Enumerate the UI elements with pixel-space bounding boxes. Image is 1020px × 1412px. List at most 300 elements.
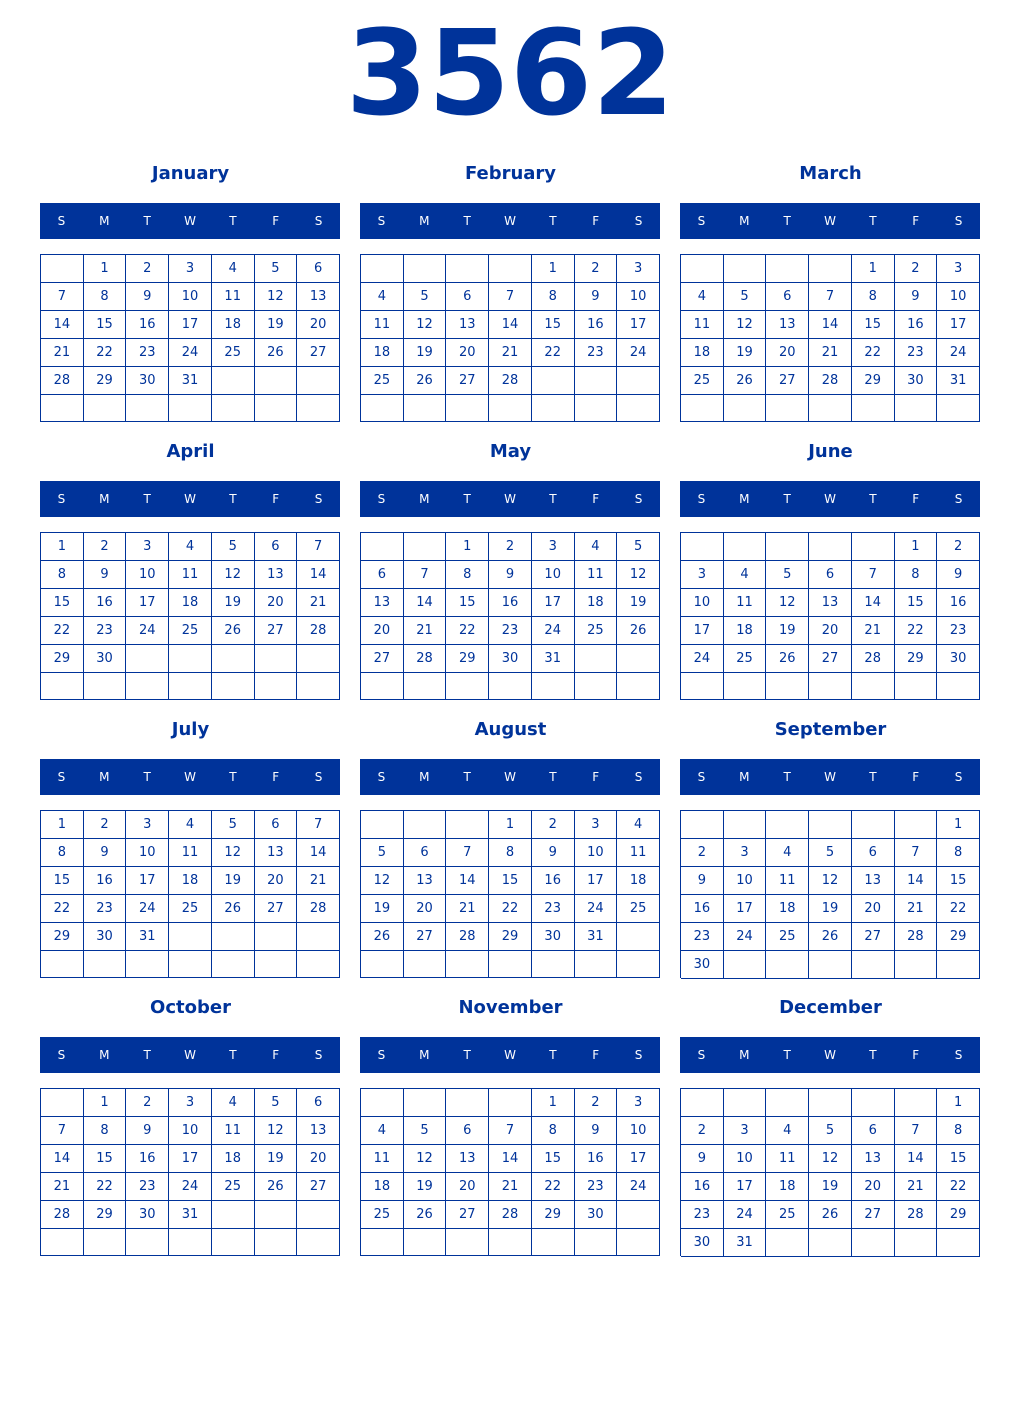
month-may	[360, 440, 661, 702]
day-cell: 31	[724, 1229, 767, 1257]
day-cell: 24	[617, 339, 660, 367]
day-cell: 25	[766, 923, 809, 951]
day-cell: 18	[212, 1145, 255, 1173]
empty-day-cell	[446, 255, 489, 283]
day-cell: 13	[852, 1145, 895, 1173]
day-cell: 16	[681, 1173, 724, 1201]
empty-day-cell	[809, 533, 852, 561]
day-cell: 21	[489, 1173, 532, 1201]
day-cell: 11	[361, 311, 404, 339]
weekday-label: W	[824, 770, 836, 784]
day-cell: 27	[766, 367, 809, 395]
day-cell: 4	[766, 839, 809, 867]
empty-day-cell	[446, 1229, 489, 1256]
weekday-label: S	[57, 1048, 66, 1062]
empty-day-cell	[446, 673, 489, 700]
day-cell: 14	[41, 1145, 84, 1173]
day-cell: 19	[809, 895, 852, 923]
weekday-label: F	[592, 214, 600, 228]
day-cell: 11	[617, 839, 660, 867]
day-cell: 12	[809, 1145, 852, 1173]
empty-day-cell	[724, 673, 767, 700]
empty-day-cell	[446, 811, 489, 839]
day-cell: 31	[169, 1201, 212, 1229]
day-cell: 8	[532, 283, 575, 311]
day-cell: 20	[297, 1145, 340, 1173]
day-cell: 22	[489, 895, 532, 923]
empty-day-cell	[255, 1201, 298, 1229]
weekday-label: S	[634, 770, 643, 784]
month-february	[360, 162, 661, 424]
weekday-label: T	[143, 770, 151, 784]
empty-day-cell	[766, 951, 809, 979]
month-name: October	[150, 997, 231, 1018]
empty-day-cell	[361, 255, 404, 283]
day-cell: 8	[84, 283, 127, 311]
weekday-header	[40, 481, 340, 517]
day-cell: 30	[126, 367, 169, 395]
day-cell: 27	[297, 339, 340, 367]
day-cell: 15	[895, 589, 938, 617]
day-cell: 15	[532, 1145, 575, 1173]
day-cell: 22	[41, 895, 84, 923]
day-cell: 23	[126, 1173, 169, 1201]
day-cell: 26	[404, 1201, 447, 1229]
day-cell: 21	[852, 617, 895, 645]
day-cell: 4	[212, 1089, 255, 1117]
day-cell: 28	[489, 367, 532, 395]
empty-day-cell	[169, 645, 212, 673]
weekday-label: S	[314, 492, 323, 506]
day-cell: 24	[126, 617, 169, 645]
day-cell: 17	[126, 589, 169, 617]
day-cell: 12	[617, 561, 660, 589]
day-cell: 13	[255, 561, 298, 589]
day-cell: 13	[766, 311, 809, 339]
empty-day-cell	[617, 367, 660, 395]
empty-day-cell	[126, 395, 169, 422]
weekday-label: F	[912, 770, 920, 784]
empty-day-cell	[532, 367, 575, 395]
empty-day-cell	[404, 533, 447, 561]
day-cell: 19	[255, 1145, 298, 1173]
weekday-label: M	[739, 1048, 750, 1062]
empty-day-cell	[255, 367, 298, 395]
day-cell: 25	[681, 367, 724, 395]
day-cell: 1	[84, 255, 127, 283]
month-name: January	[151, 163, 230, 184]
empty-day-cell	[766, 533, 809, 561]
empty-day-cell	[489, 951, 532, 978]
empty-day-cell	[809, 673, 852, 700]
day-cell: 24	[937, 339, 980, 367]
empty-day-cell	[212, 367, 255, 395]
empty-day-cell	[617, 395, 660, 422]
day-cell: 28	[852, 645, 895, 673]
day-cell: 2	[532, 811, 575, 839]
weekday-label: S	[634, 1048, 643, 1062]
day-cell: 30	[84, 645, 127, 673]
day-cell: 2	[937, 533, 980, 561]
empty-day-cell	[297, 1201, 340, 1229]
day-cell: 7	[297, 533, 340, 561]
day-cell: 18	[766, 895, 809, 923]
day-cell: 6	[446, 1117, 489, 1145]
day-cell: 9	[126, 283, 169, 311]
empty-day-cell	[532, 1229, 575, 1256]
day-cell: 10	[532, 561, 575, 589]
empty-day-cell	[895, 811, 938, 839]
day-cell: 25	[212, 1173, 255, 1201]
day-cell: 22	[937, 895, 980, 923]
weekday-label: F	[272, 492, 280, 506]
weekday-label: T	[229, 492, 237, 506]
day-cell: 21	[41, 339, 84, 367]
day-cell: 5	[255, 255, 298, 283]
weekday-label: W	[504, 214, 516, 228]
empty-day-cell	[617, 645, 660, 673]
empty-day-cell	[212, 951, 255, 978]
empty-day-cell	[126, 951, 169, 978]
month-july	[40, 718, 341, 980]
weekday-label: T	[229, 1048, 237, 1062]
weekday-header	[680, 1037, 980, 1073]
empty-day-cell	[766, 395, 809, 422]
empty-day-cell	[617, 1229, 660, 1256]
weekday-label: F	[592, 492, 600, 506]
day-cell: 7	[809, 283, 852, 311]
day-cell: 14	[446, 867, 489, 895]
day-cell: 17	[532, 589, 575, 617]
day-cell: 3	[724, 1117, 767, 1145]
empty-day-cell	[895, 951, 938, 979]
day-cell: 11	[169, 561, 212, 589]
day-cell: 9	[575, 1117, 618, 1145]
weekday-label: T	[783, 214, 791, 228]
weekday-header	[40, 759, 340, 795]
weekday-label: T	[869, 770, 877, 784]
weekday-label: F	[592, 1048, 600, 1062]
day-cell: 26	[404, 367, 447, 395]
month-march	[680, 162, 981, 424]
day-cell: 22	[41, 617, 84, 645]
day-cell: 21	[895, 895, 938, 923]
day-cell: 25	[766, 1201, 809, 1229]
day-cell: 2	[489, 533, 532, 561]
day-cell: 26	[255, 1173, 298, 1201]
empty-day-cell	[809, 811, 852, 839]
day-cell: 4	[212, 255, 255, 283]
weekday-label: W	[824, 1048, 836, 1062]
day-cell: 14	[41, 311, 84, 339]
weekday-label: S	[57, 770, 66, 784]
empty-day-cell	[255, 951, 298, 978]
day-cell: 16	[895, 311, 938, 339]
day-cell: 8	[41, 561, 84, 589]
weekday-header	[360, 1037, 660, 1073]
day-cell: 16	[126, 1145, 169, 1173]
empty-day-cell	[489, 673, 532, 700]
day-cell: 10	[575, 839, 618, 867]
empty-day-cell	[937, 673, 980, 700]
day-grid	[40, 532, 340, 700]
day-cell: 4	[575, 533, 618, 561]
day-cell: 20	[766, 339, 809, 367]
day-cell: 13	[809, 589, 852, 617]
day-cell: 22	[84, 1173, 127, 1201]
empty-day-cell	[361, 673, 404, 700]
day-cell: 19	[212, 867, 255, 895]
empty-day-cell	[361, 951, 404, 978]
day-cell: 11	[766, 867, 809, 895]
day-cell: 14	[297, 561, 340, 589]
empty-day-cell	[361, 1229, 404, 1256]
day-cell: 29	[489, 923, 532, 951]
day-grid	[360, 1088, 660, 1256]
weekday-label: W	[824, 214, 836, 228]
day-cell: 7	[404, 561, 447, 589]
empty-day-cell	[84, 673, 127, 700]
day-cell: 10	[724, 1145, 767, 1173]
weekday-label: W	[184, 770, 196, 784]
day-cell: 16	[575, 311, 618, 339]
day-cell: 22	[532, 339, 575, 367]
weekday-label: T	[869, 214, 877, 228]
day-cell: 7	[446, 839, 489, 867]
day-cell: 20	[361, 617, 404, 645]
empty-day-cell	[575, 951, 618, 978]
day-cell: 16	[532, 867, 575, 895]
empty-day-cell	[809, 255, 852, 283]
day-cell: 19	[766, 617, 809, 645]
day-cell: 6	[446, 283, 489, 311]
day-cell: 13	[361, 589, 404, 617]
day-cell: 3	[617, 255, 660, 283]
weekday-label: T	[229, 214, 237, 228]
day-cell: 6	[297, 1089, 340, 1117]
day-cell: 20	[852, 895, 895, 923]
day-cell: 5	[255, 1089, 298, 1117]
empty-day-cell	[84, 395, 127, 422]
empty-day-cell	[297, 367, 340, 395]
month-june	[680, 440, 981, 702]
empty-day-cell	[809, 1089, 852, 1117]
day-cell: 8	[937, 1117, 980, 1145]
empty-day-cell	[617, 923, 660, 951]
day-cell: 9	[681, 1145, 724, 1173]
day-cell: 3	[575, 811, 618, 839]
day-cell: 21	[895, 1173, 938, 1201]
day-cell: 13	[446, 311, 489, 339]
day-grid	[40, 1088, 340, 1256]
day-cell: 17	[724, 1173, 767, 1201]
day-cell: 6	[766, 283, 809, 311]
empty-day-cell	[126, 645, 169, 673]
day-grid	[360, 810, 660, 978]
weekday-header	[360, 759, 660, 795]
weekday-header	[680, 759, 980, 795]
month-august	[360, 718, 661, 980]
weekday-label: S	[314, 214, 323, 228]
day-cell: 12	[404, 311, 447, 339]
day-cell: 19	[212, 589, 255, 617]
weekday-label: M	[739, 492, 750, 506]
weekday-label: T	[783, 770, 791, 784]
weekday-header	[360, 481, 660, 517]
empty-day-cell	[169, 923, 212, 951]
empty-day-cell	[681, 673, 724, 700]
day-cell: 25	[617, 895, 660, 923]
day-cell: 19	[404, 1173, 447, 1201]
day-cell: 27	[446, 1201, 489, 1229]
day-cell: 28	[895, 923, 938, 951]
empty-day-cell	[681, 1089, 724, 1117]
day-cell: 9	[575, 283, 618, 311]
weekday-label: M	[99, 1048, 110, 1062]
weekday-label: S	[377, 214, 386, 228]
empty-day-cell	[169, 1229, 212, 1256]
weekday-label: S	[954, 214, 963, 228]
day-cell: 5	[809, 839, 852, 867]
month-name: December	[779, 997, 882, 1018]
weekday-label: S	[697, 492, 706, 506]
day-cell: 20	[255, 589, 298, 617]
day-cell: 9	[895, 283, 938, 311]
day-cell: 7	[489, 283, 532, 311]
day-cell: 26	[255, 339, 298, 367]
day-cell: 29	[84, 1201, 127, 1229]
day-cell: 5	[361, 839, 404, 867]
empty-day-cell	[809, 951, 852, 979]
day-cell: 18	[361, 339, 404, 367]
empty-day-cell	[852, 951, 895, 979]
day-cell: 5	[404, 283, 447, 311]
empty-day-cell	[297, 1229, 340, 1256]
day-cell: 23	[895, 339, 938, 367]
day-cell: 30	[937, 645, 980, 673]
weekday-label: W	[504, 1048, 516, 1062]
empty-day-cell	[489, 1089, 532, 1117]
day-cell: 18	[724, 617, 767, 645]
day-cell: 7	[489, 1117, 532, 1145]
empty-day-cell	[126, 673, 169, 700]
day-cell: 22	[937, 1173, 980, 1201]
weekday-label: T	[549, 492, 557, 506]
empty-day-cell	[212, 673, 255, 700]
day-cell: 20	[809, 617, 852, 645]
day-cell: 11	[212, 283, 255, 311]
day-cell: 1	[41, 533, 84, 561]
empty-day-cell	[404, 811, 447, 839]
empty-day-cell	[361, 811, 404, 839]
day-grid	[680, 254, 980, 422]
day-cell: 28	[41, 1201, 84, 1229]
day-cell: 12	[809, 867, 852, 895]
day-cell: 23	[575, 339, 618, 367]
day-grid	[360, 254, 660, 422]
weekday-label: S	[57, 492, 66, 506]
day-cell: 3	[126, 811, 169, 839]
day-cell: 2	[84, 533, 127, 561]
day-cell: 11	[361, 1145, 404, 1173]
weekday-label: T	[783, 1048, 791, 1062]
day-cell: 18	[617, 867, 660, 895]
empty-day-cell	[84, 1229, 127, 1256]
day-cell: 16	[84, 867, 127, 895]
day-cell: 15	[489, 867, 532, 895]
day-cell: 15	[84, 1145, 127, 1173]
empty-day-cell	[617, 1201, 660, 1229]
day-cell: 6	[361, 561, 404, 589]
day-cell: 2	[575, 1089, 618, 1117]
empty-day-cell	[724, 395, 767, 422]
day-cell: 14	[809, 311, 852, 339]
day-cell: 3	[617, 1089, 660, 1117]
weekday-label: T	[143, 492, 151, 506]
empty-day-cell	[724, 951, 767, 979]
day-cell: 23	[575, 1173, 618, 1201]
day-grid	[680, 532, 980, 700]
day-cell: 28	[41, 367, 84, 395]
day-cell: 21	[489, 339, 532, 367]
day-cell: 28	[489, 1201, 532, 1229]
day-grid	[360, 532, 660, 700]
empty-day-cell	[724, 533, 767, 561]
day-cell: 30	[126, 1201, 169, 1229]
empty-day-cell	[681, 255, 724, 283]
day-cell: 6	[255, 811, 298, 839]
day-cell: 15	[937, 1145, 980, 1173]
day-cell: 19	[255, 311, 298, 339]
weekday-label: T	[549, 214, 557, 228]
empty-day-cell	[766, 1229, 809, 1257]
empty-day-cell	[937, 1229, 980, 1257]
empty-day-cell	[255, 923, 298, 951]
day-cell: 29	[937, 923, 980, 951]
empty-day-cell	[169, 673, 212, 700]
day-cell: 14	[404, 589, 447, 617]
weekday-header	[360, 203, 660, 239]
empty-day-cell	[41, 673, 84, 700]
day-cell: 26	[617, 617, 660, 645]
day-cell: 27	[297, 1173, 340, 1201]
day-cell: 17	[617, 1145, 660, 1173]
empty-day-cell	[212, 1229, 255, 1256]
day-cell: 4	[617, 811, 660, 839]
empty-day-cell	[126, 1229, 169, 1256]
day-cell: 11	[169, 839, 212, 867]
month-name: April	[166, 441, 215, 462]
day-cell: 5	[212, 811, 255, 839]
day-cell: 26	[361, 923, 404, 951]
day-cell: 9	[937, 561, 980, 589]
day-cell: 7	[297, 811, 340, 839]
empty-day-cell	[766, 811, 809, 839]
day-cell: 11	[575, 561, 618, 589]
day-cell: 17	[681, 617, 724, 645]
empty-day-cell	[852, 1229, 895, 1257]
day-cell: 29	[852, 367, 895, 395]
day-cell: 31	[169, 367, 212, 395]
day-cell: 10	[169, 283, 212, 311]
day-cell: 12	[255, 1117, 298, 1145]
empty-day-cell	[297, 923, 340, 951]
day-cell: 28	[809, 367, 852, 395]
weekday-label: M	[739, 770, 750, 784]
empty-day-cell	[766, 1089, 809, 1117]
day-cell: 12	[255, 283, 298, 311]
day-cell: 11	[681, 311, 724, 339]
